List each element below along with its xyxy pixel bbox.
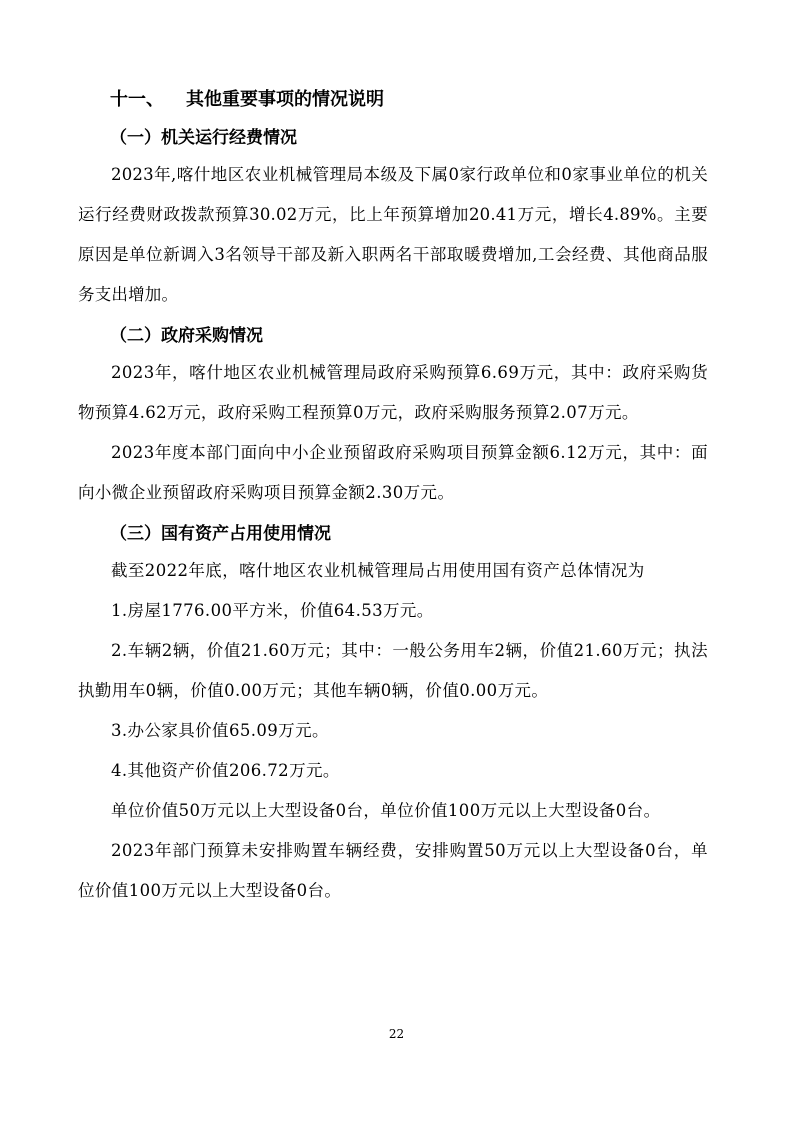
paragraph-operating-costs: 2023年,喀什地区农业机械管理局本级及下属0家行政单位和0家事业单位的机关运行经费财政拨款预算30.02万元，比上年预算增加20.41万元，增长4.89%。主要原因是单位新调入3名领导干部及新入职两名干部取暖费增加,工会经费、其他商品服务支出增加。 [78,165,708,304]
paragraph-assets-equipment: 单位价值50万元以上大型设备0台，单位价值100万元以上大型设备0台。 [111,801,661,820]
paragraph-assets-other: 4.其他资产价值206.72万元。 [111,761,340,780]
subsection-heading-state-assets: （三）国有资产占用使用情况 [110,524,331,544]
section-heading [110,83,708,117]
section-number: 十一、 [110,89,164,110]
paragraph-assets-purchase-plan: 2023年部门预算未安排购置车辆经费，安排购置50万元以上大型设备0台，单位价值100万元以上大型设备0台。 [78,841,708,900]
page-content [78,83,708,911]
paragraph-procurement-budget: 2023年，喀什地区农业机械管理局政府采购预算6.69万元，其中：政府采购货物预算4.62万元，政府采购工程预算0万元，政府采购服务预算2.07万元。 [78,363,708,422]
paragraph-procurement-sme: 2023年度本部门面向中小企业预留政府采购项目预算金额6.12万元，其中：面向小微企业预留政府采购项目预算金额2.30万元。 [78,443,708,502]
paragraph-assets-vehicles: 2.车辆2辆，价值21.60万元；其中：一般公务用车2辆，价值21.60万元；执法执勤用车0辆，价值0.00万元；其他车辆0辆，价值0.00万元。 [78,641,708,700]
subsection-heading-procurement: （二）政府采购情况 [110,326,263,346]
paragraph-assets-housing: 1.房屋1776.00平方米，价值64.53万元。 [111,601,434,620]
paragraph-assets-overview: 截至2022年底，喀什地区农业机械管理局占用使用国有资产总体情况为 [111,561,645,580]
subsection-heading-operating-costs: （一）机关运行经费情况 [110,128,297,148]
page-number: 22 [388,1027,405,1041]
section-title: 其他重要事项的情况说明 [186,89,384,110]
paragraph-assets-furniture: 3.办公家具价值65.09万元。 [111,721,329,740]
